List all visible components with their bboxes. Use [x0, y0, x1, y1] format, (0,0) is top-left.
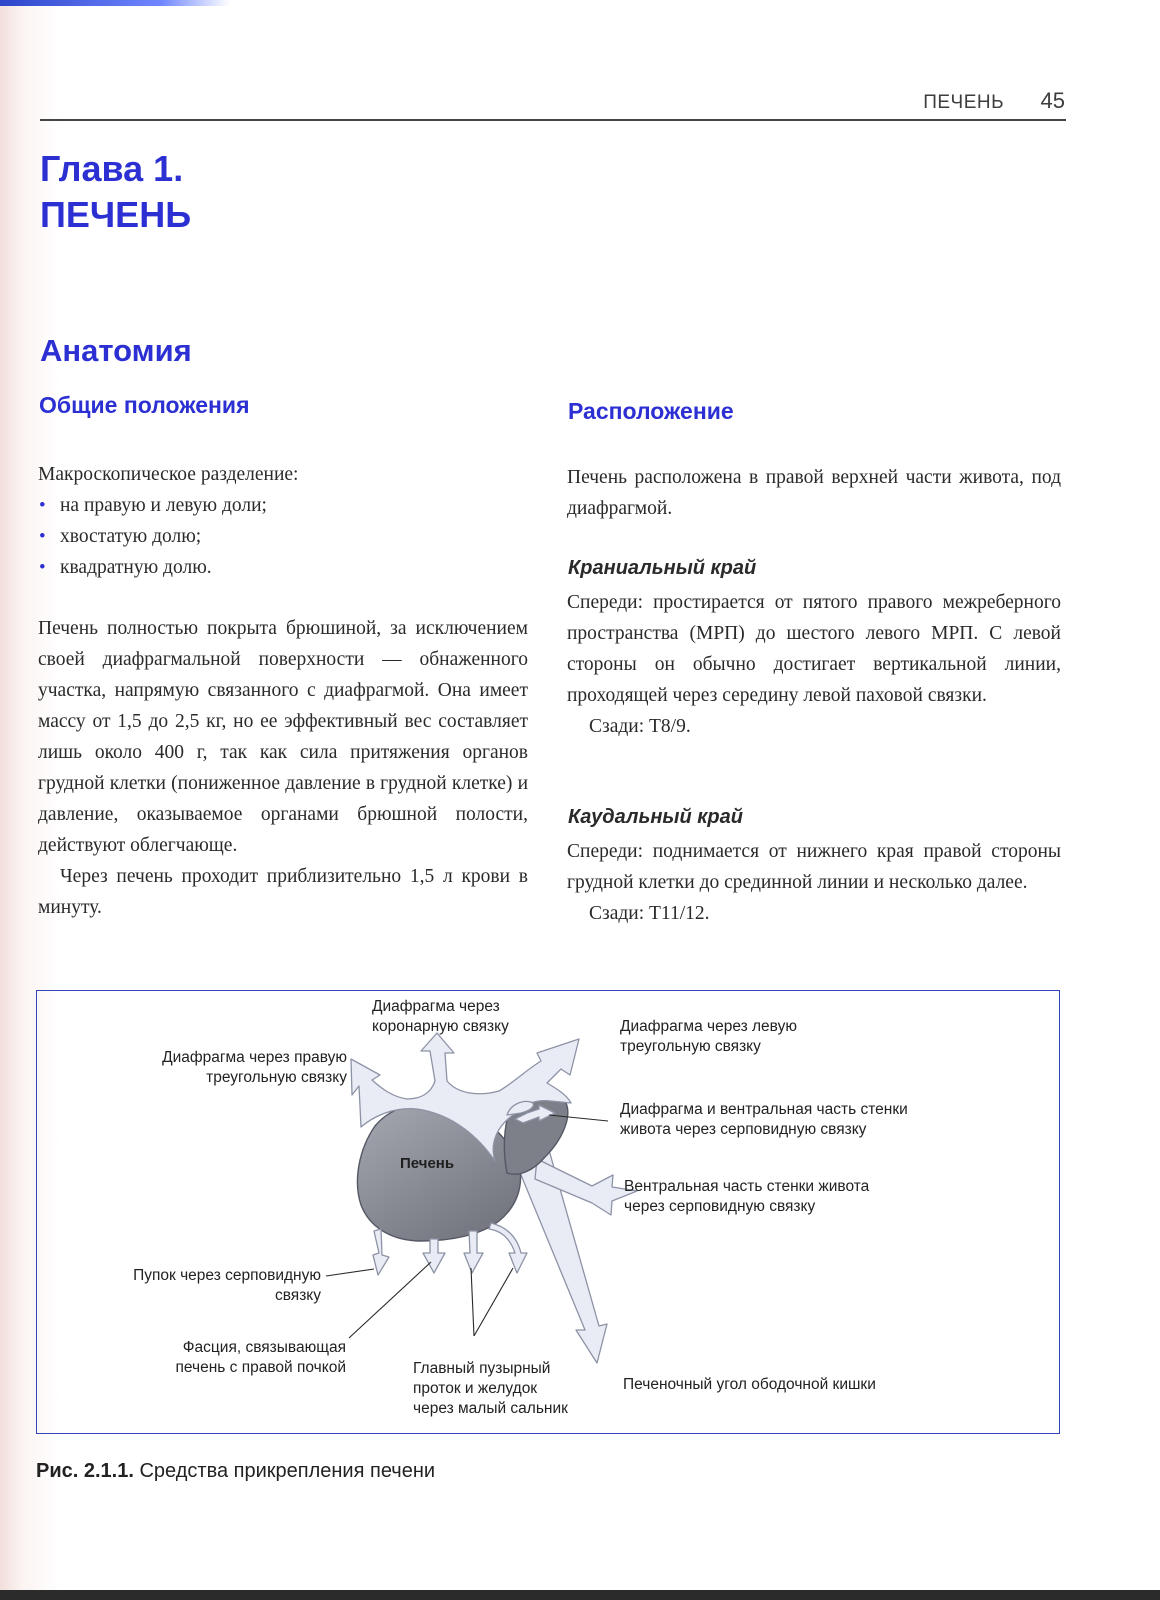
running-header-section: ПЕЧЕНЬ — [923, 92, 1005, 113]
label-bile-duct-stomach: Главный пузырный проток и желудок через малый сальник — [413, 1360, 568, 1417]
corner-accent-bar — [0, 0, 230, 6]
liver-label: Печень — [400, 1155, 455, 1172]
right-intro: Печень расположена в правой верхней части живота, под диафрагмой. — [567, 467, 1061, 519]
list-item-text: хвостатую долю; — [60, 526, 202, 547]
list-item-text: на правую и левую доли; — [60, 495, 267, 516]
chapter-title — [40, 146, 191, 238]
label-left-triangular-ligament: Диафрагма через левую треугольную связку — [620, 1018, 797, 1055]
label-falciform-ventral-wall: Вентральная часть стенки живота через серповидную связку — [624, 1178, 870, 1215]
chapter-title-line-1: Глава 1. — [40, 148, 184, 189]
list-item — [38, 552, 528, 583]
bullet-icon: • — [39, 495, 46, 516]
running-header — [880, 88, 1065, 114]
bile-duct-leader-right — [474, 1268, 513, 1336]
cranial-back: Сзади: T8/9. — [589, 716, 691, 737]
left-column-list-block — [38, 459, 528, 583]
caudal-heading: Каудальный край — [568, 806, 743, 828]
figure-frame — [36, 990, 1060, 1434]
page-bottom-edge — [0, 1590, 1160, 1600]
figure-caption — [36, 1460, 435, 1483]
right-intro-block — [567, 462, 1061, 524]
label-umbilicus: Пупок через серповидную связку — [133, 1267, 321, 1304]
lobes-list — [38, 490, 528, 583]
umbilicus-arrow — [373, 1229, 389, 1275]
fascia-leader-line — [349, 1262, 431, 1338]
figure-caption-number: Рис. 2.1.1. — [36, 1460, 134, 1482]
list-item — [38, 490, 528, 521]
list-item-text: квадратную долю. — [60, 557, 212, 578]
header-rule — [40, 119, 1066, 121]
umbilicus-leader-line — [326, 1269, 374, 1276]
figure-caption-text: Средства прикрепления печени — [139, 1460, 436, 1482]
label-falciform-diaphragm: Диафрагма и вентральная часть стенки живота через серповидную связку — [620, 1101, 908, 1138]
caudal-back: Сзади: T11/12. — [589, 903, 710, 924]
left-subhead: Общие положения — [39, 392, 250, 418]
section-title: Анатомия — [40, 333, 192, 368]
left-column-text-block — [38, 613, 528, 923]
list-item — [38, 521, 528, 552]
caudal-block — [567, 836, 1061, 929]
label-fascia-right-kidney: Фасция, связывающая печень с правой почкой — [175, 1339, 346, 1376]
bile-duct-arrow-left — [464, 1231, 483, 1273]
bullet-icon: • — [39, 557, 46, 578]
bile-duct-arrow-right — [489, 1223, 527, 1273]
left-intro: Макроскопическое разделение: — [38, 464, 299, 485]
cranial-heading: Краниальный край — [568, 557, 757, 579]
label-coronary-ligament: Диафрагма через коронарную связку — [372, 998, 509, 1035]
bile-duct-leader-left — [471, 1268, 474, 1336]
caudal-text: Спереди: поднимается от нижнего края правой стороны грудной клетки до срединной линии и несколько далее. — [567, 841, 1061, 893]
chapter-title-line-2: ПЕЧЕНЬ — [40, 194, 192, 235]
left-paragraph-2: Через печень проходит приблизительно 1,5 л крови в минуту. — [38, 866, 528, 918]
label-right-triangular-ligament: Диафрагма через правую треугольную связку — [162, 1049, 347, 1086]
label-hepatic-flexure: Печеночный угол ободочной кишки — [623, 1376, 876, 1393]
right-subhead: Расположение — [568, 398, 734, 424]
cranial-text: Спереди: простирается от пятого правого межреберного пространства (МРП) до шестого левого МРП. С левой стороны он обычно достигает вертикальной линии, проходящей через середину левой паховой связки. — [567, 592, 1061, 706]
page-number: 45 — [1040, 88, 1065, 113]
cranial-block — [567, 587, 1061, 742]
fascia-arrow — [423, 1239, 445, 1273]
bullet-icon: • — [39, 526, 46, 547]
left-paragraph-1: Печень полностью покрыта брюшиной, за исключением своей диафрагмальной поверхности — обнаженного участка, напрямую связанного с диафрагмой. Она имеет массу от 1,5 до 2,5 кг, но ее эффективный вес составляет лишь около 400 г, так как сила притяжения органов грудной клетки (пониженное давление в грудной клетке) и давление, оказываемое органами брюшной полости, действуют облегчающе. — [38, 618, 528, 856]
